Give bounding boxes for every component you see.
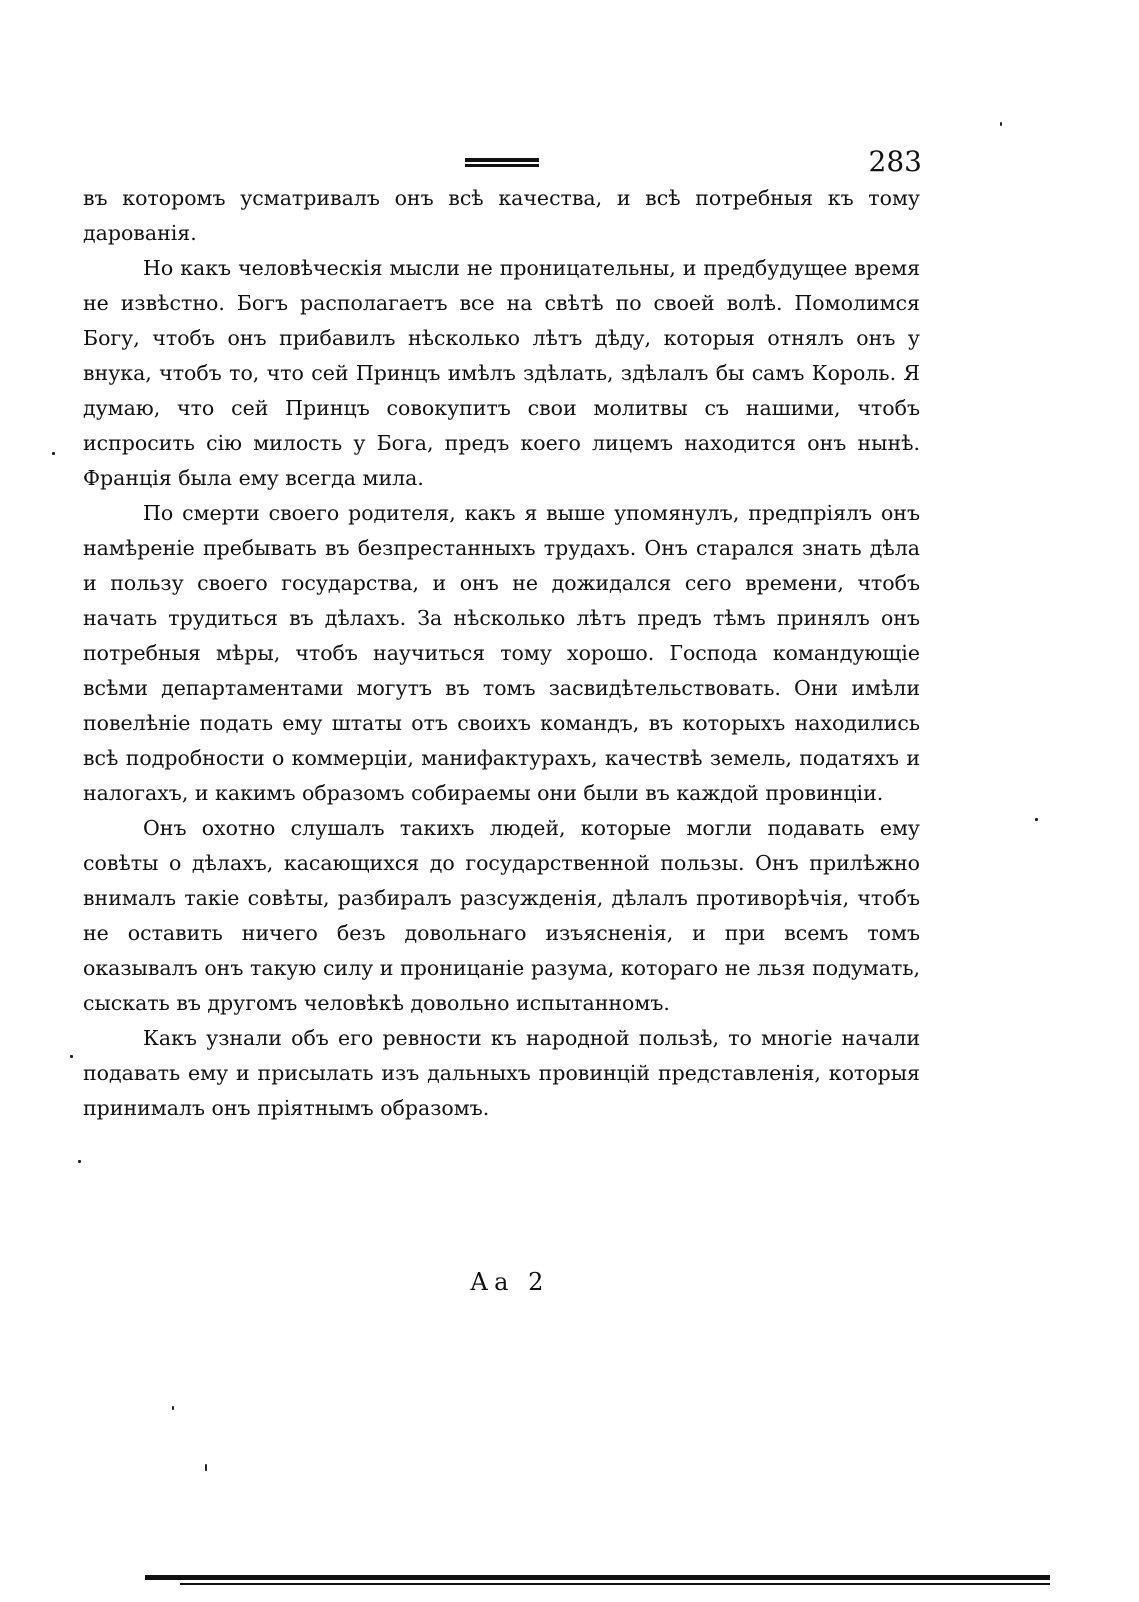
paragraph: Какъ узнали объ его ревности къ народной пользѣ, то многіе начали подавать ему и присылать изъ дальныхъ провинцій представленія, которыя принималъ онъ пріятнымъ образомъ. [83, 1026, 920, 1120]
paragraph: Онъ охотно слушалъ такихъ людей, которые могли подавать ему совѣты о дѣлахъ, касающихся до государственной пользы. Онъ прилѣжно внималъ такіе совѣты, разбиралъ разсужденія, дѣлалъ противорѣчія, чтобъ не оставить ничего безъ довольнаго изъясненія, и при всемъ томъ оказывалъ онъ такую силу и проницаніе разума, котораго не льзя подумать, сыскать въ другомъ человѣкѣ довольно испытанномъ. [83, 816, 920, 1015]
scan-speck [1035, 818, 1038, 821]
paragraph-continuation: въ которомъ усматривалъ онъ всѣ качества, и всѣ потребныя къ тому дарованія. [83, 186, 920, 245]
scan-speck [52, 452, 55, 455]
scan-speck [205, 1464, 207, 1471]
body-text [83, 181, 920, 1126]
scan-speck [1000, 122, 1002, 126]
scan-speck [70, 1055, 73, 1058]
paragraph: По смерти своего родителя, какъ я выше упомянулъ, предпріялъ онъ намѣреніе пребывать въ безпрестанныхъ трудахъ. Онъ старался знать дѣла и пользу своего государства, и онъ не дожидался сего времени, чтобъ начать трудиться въ дѣлахъ. За нѣсколько лѣтъ предъ тѣмъ принялъ онъ потребныя мѣры, чтобъ научиться тому хорошо. Господа командующіе всѣми департаментами могутъ въ томъ засвидѣтельствовать. Они имѣли повелѣніе подать ему штаты отъ своихъ командъ, въ которыхъ находились всѣ подробности о коммерціи, манифактурахъ, качествѣ земель, податяхъ и налогахъ, и какимъ образомъ собираемы они были въ каждой провинціи. [83, 501, 920, 805]
printer-signature-mark: Аа 2 [470, 1268, 550, 1296]
bottom-scan-edge-rule [145, 1575, 1050, 1580]
scan-speck [172, 1406, 174, 1410]
header-ornament-rule [465, 158, 539, 167]
paragraph: Но какъ человѣческія мысли не проницательны, и предбудущее время не извѣстно. Богъ располагаетъ все на свѣтѣ по своей волѣ. Помолимся Богу, чтобъ онъ прибавилъ нѣсколько лѣтъ дѣду, которыя отнялъ онъ у внука, чтобъ то, что сей Принцъ имѣлъ здѣлать, здѣлалъ бы самъ Король. Я думаю, что сей Принцъ совокупитъ свои молитвы съ нашими, чтобъ испросить сію милость у Бога, предъ коего лицемъ находится онъ нынѣ. Франція была ему всегда мила. [83, 256, 920, 490]
scan-speck [78, 1160, 81, 1163]
bottom-scan-edge-rule-thin [180, 1583, 1050, 1585]
page-number: 283 [868, 145, 922, 178]
